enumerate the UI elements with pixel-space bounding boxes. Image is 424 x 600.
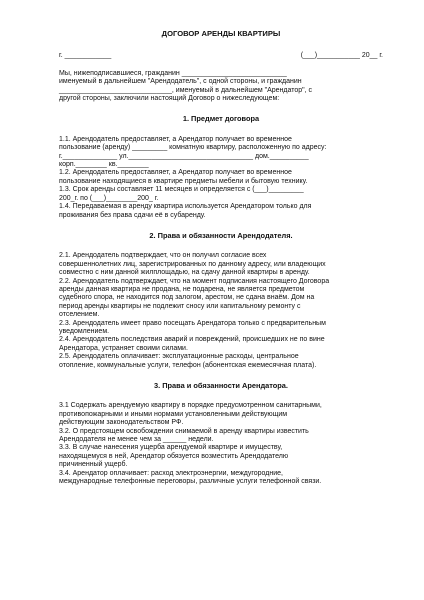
intro-line: именуемый в дальнейшем "Арендодатель", с одной стороны, и гражданин [59, 78, 302, 86]
clause-line: 3.3. В случае нанесения ущерба арендуемой квартире и имуществу, [59, 444, 283, 452]
clause-line: 2.3. Арендодатель имеет право посещать Арендатора только с предварительным [59, 319, 326, 327]
clause-line: находящемуся в ней, Арендатор обязуется возместить Арендодателю [59, 452, 289, 460]
clause-line: 3.1 Содержать арендуемую квартиру в порядке предусмотренном санитарными, [59, 402, 322, 410]
clause-line: проживания без права сдачи её в субаренду. [59, 211, 206, 219]
clause-line: 3.4. Арендатор оплачивает: расход электроэнергии, междугородние, [59, 469, 283, 477]
clause-line: Арендатора, устраняет своими силами. [59, 344, 188, 352]
clause-line: причиненный ущерб. [59, 461, 128, 469]
clause-line: совершеннолетних лиц, зарегистрированных по данному адресу, или владеющих [59, 260, 326, 268]
clause-line: 2.5. Арендодатель оплачивает: эксплуатационные расходы, центральное [59, 353, 299, 361]
clause-line: 2.4. Арендодатель последствия аварий и повреждений, происшедших не по вине [59, 336, 325, 344]
clause-line: 2.1. Арендодатель подтверждает, что он получил согласие всех [59, 252, 267, 260]
document-title: ДОГОВОР АРЕНДЫ КВАРТИРЫ [161, 29, 281, 38]
clause-line: судебного спора, не находится под залогом, арестом, не сдана внаём. Дом на [59, 294, 315, 302]
clause-line: международные телефонные переговоры, различные услуги телефонной связи. [59, 478, 322, 486]
section-3-title: 3. Права и обязанности Арендатора. [154, 381, 288, 390]
section-3-body [59, 402, 383, 486]
date-field: (___)___________ 20__ г. [300, 52, 383, 60]
clause-line: 200_г. по (___)________200_ г. [59, 194, 159, 202]
clause-2-2 [59, 278, 383, 320]
clause-line: противопожарными и иными нормами установленными действующим [59, 410, 288, 418]
clause-2-3 [59, 320, 383, 337]
clause-line: 3.2. О предстоящем освобождении снимаемой в аренду квартиры известить [59, 427, 309, 435]
clause-2-5 [59, 353, 383, 370]
clause-line: 2.2. Арендодатель подтверждает, что на момент подписания настоящего Договора [59, 277, 330, 285]
clause-line: уведомлением. [59, 327, 110, 335]
clause-line: 1.2. Арендодатель предоставляет, а Арендатор получает во временное [59, 169, 292, 177]
clause-line: 1.3. Срок аренды составляет 11 месяцев и определяется с (___)_________ [59, 186, 304, 194]
clause-line: Арендодателя не менее чем за ______ недели. [59, 436, 214, 444]
clause-line: отселением. [59, 311, 100, 319]
clause-line: пользование (аренду) _________ комнатную квартиру, расположенную по адресу: [59, 144, 327, 152]
clause-3-2 [59, 428, 383, 445]
clause-line: совместно с ним данной жилплощадью, на сдачу данной квартиры в аренду. [59, 269, 310, 277]
clause-line: 1.1. Арендодатель предоставляет, а Арендатор получает во временное [59, 135, 292, 143]
clause-2-1 [59, 252, 383, 277]
section-1-title: 1. Предмет договора [182, 114, 260, 124]
clause-2-4 [59, 336, 383, 353]
section-1-body [59, 136, 383, 220]
clause-line: корп.________ кв.________ [59, 161, 149, 169]
intro-line: другой стороны, заключили настоящий Договор о нижеследующем: [59, 95, 280, 103]
clause-line: аренды данная квартира не продана, не подарена, не является предметом [59, 285, 305, 293]
section-2-body [59, 252, 383, 370]
clause-line: действующим законодательством РФ. [59, 419, 184, 427]
clause-3-1 [59, 402, 383, 427]
city-field: г. ____________ [59, 52, 112, 60]
clause-3-3 [59, 444, 383, 469]
clause-3-4 [59, 470, 383, 487]
clause-line: 1.4. Передаваемая в аренду квартира используется Арендатором только для [59, 203, 312, 211]
intro-paragraph [59, 70, 383, 104]
intro-line: Мы, нижеподписавшиеся, гражданин ___________________________ [59, 69, 287, 77]
clause-line: пользование находящиеся в квартире предметы мебели и бытовую технику. [59, 177, 308, 185]
clause-line: отопление, коммунальные услуги, телефон (абонентская ежемесячная плата). [59, 361, 317, 369]
header-row [59, 52, 383, 60]
intro-line: _____________________________, именуемый в дальнейшем "Арендатор", с [59, 86, 313, 94]
clause-line: период аренды квартиры не подлежит сносу или капитальному ремонту с [59, 302, 301, 310]
clause-line: г.______________ ул.________________________________ дом.__________ [59, 152, 309, 160]
section-2-title: 2. Права и обязанности Арендодателя. [149, 230, 293, 240]
